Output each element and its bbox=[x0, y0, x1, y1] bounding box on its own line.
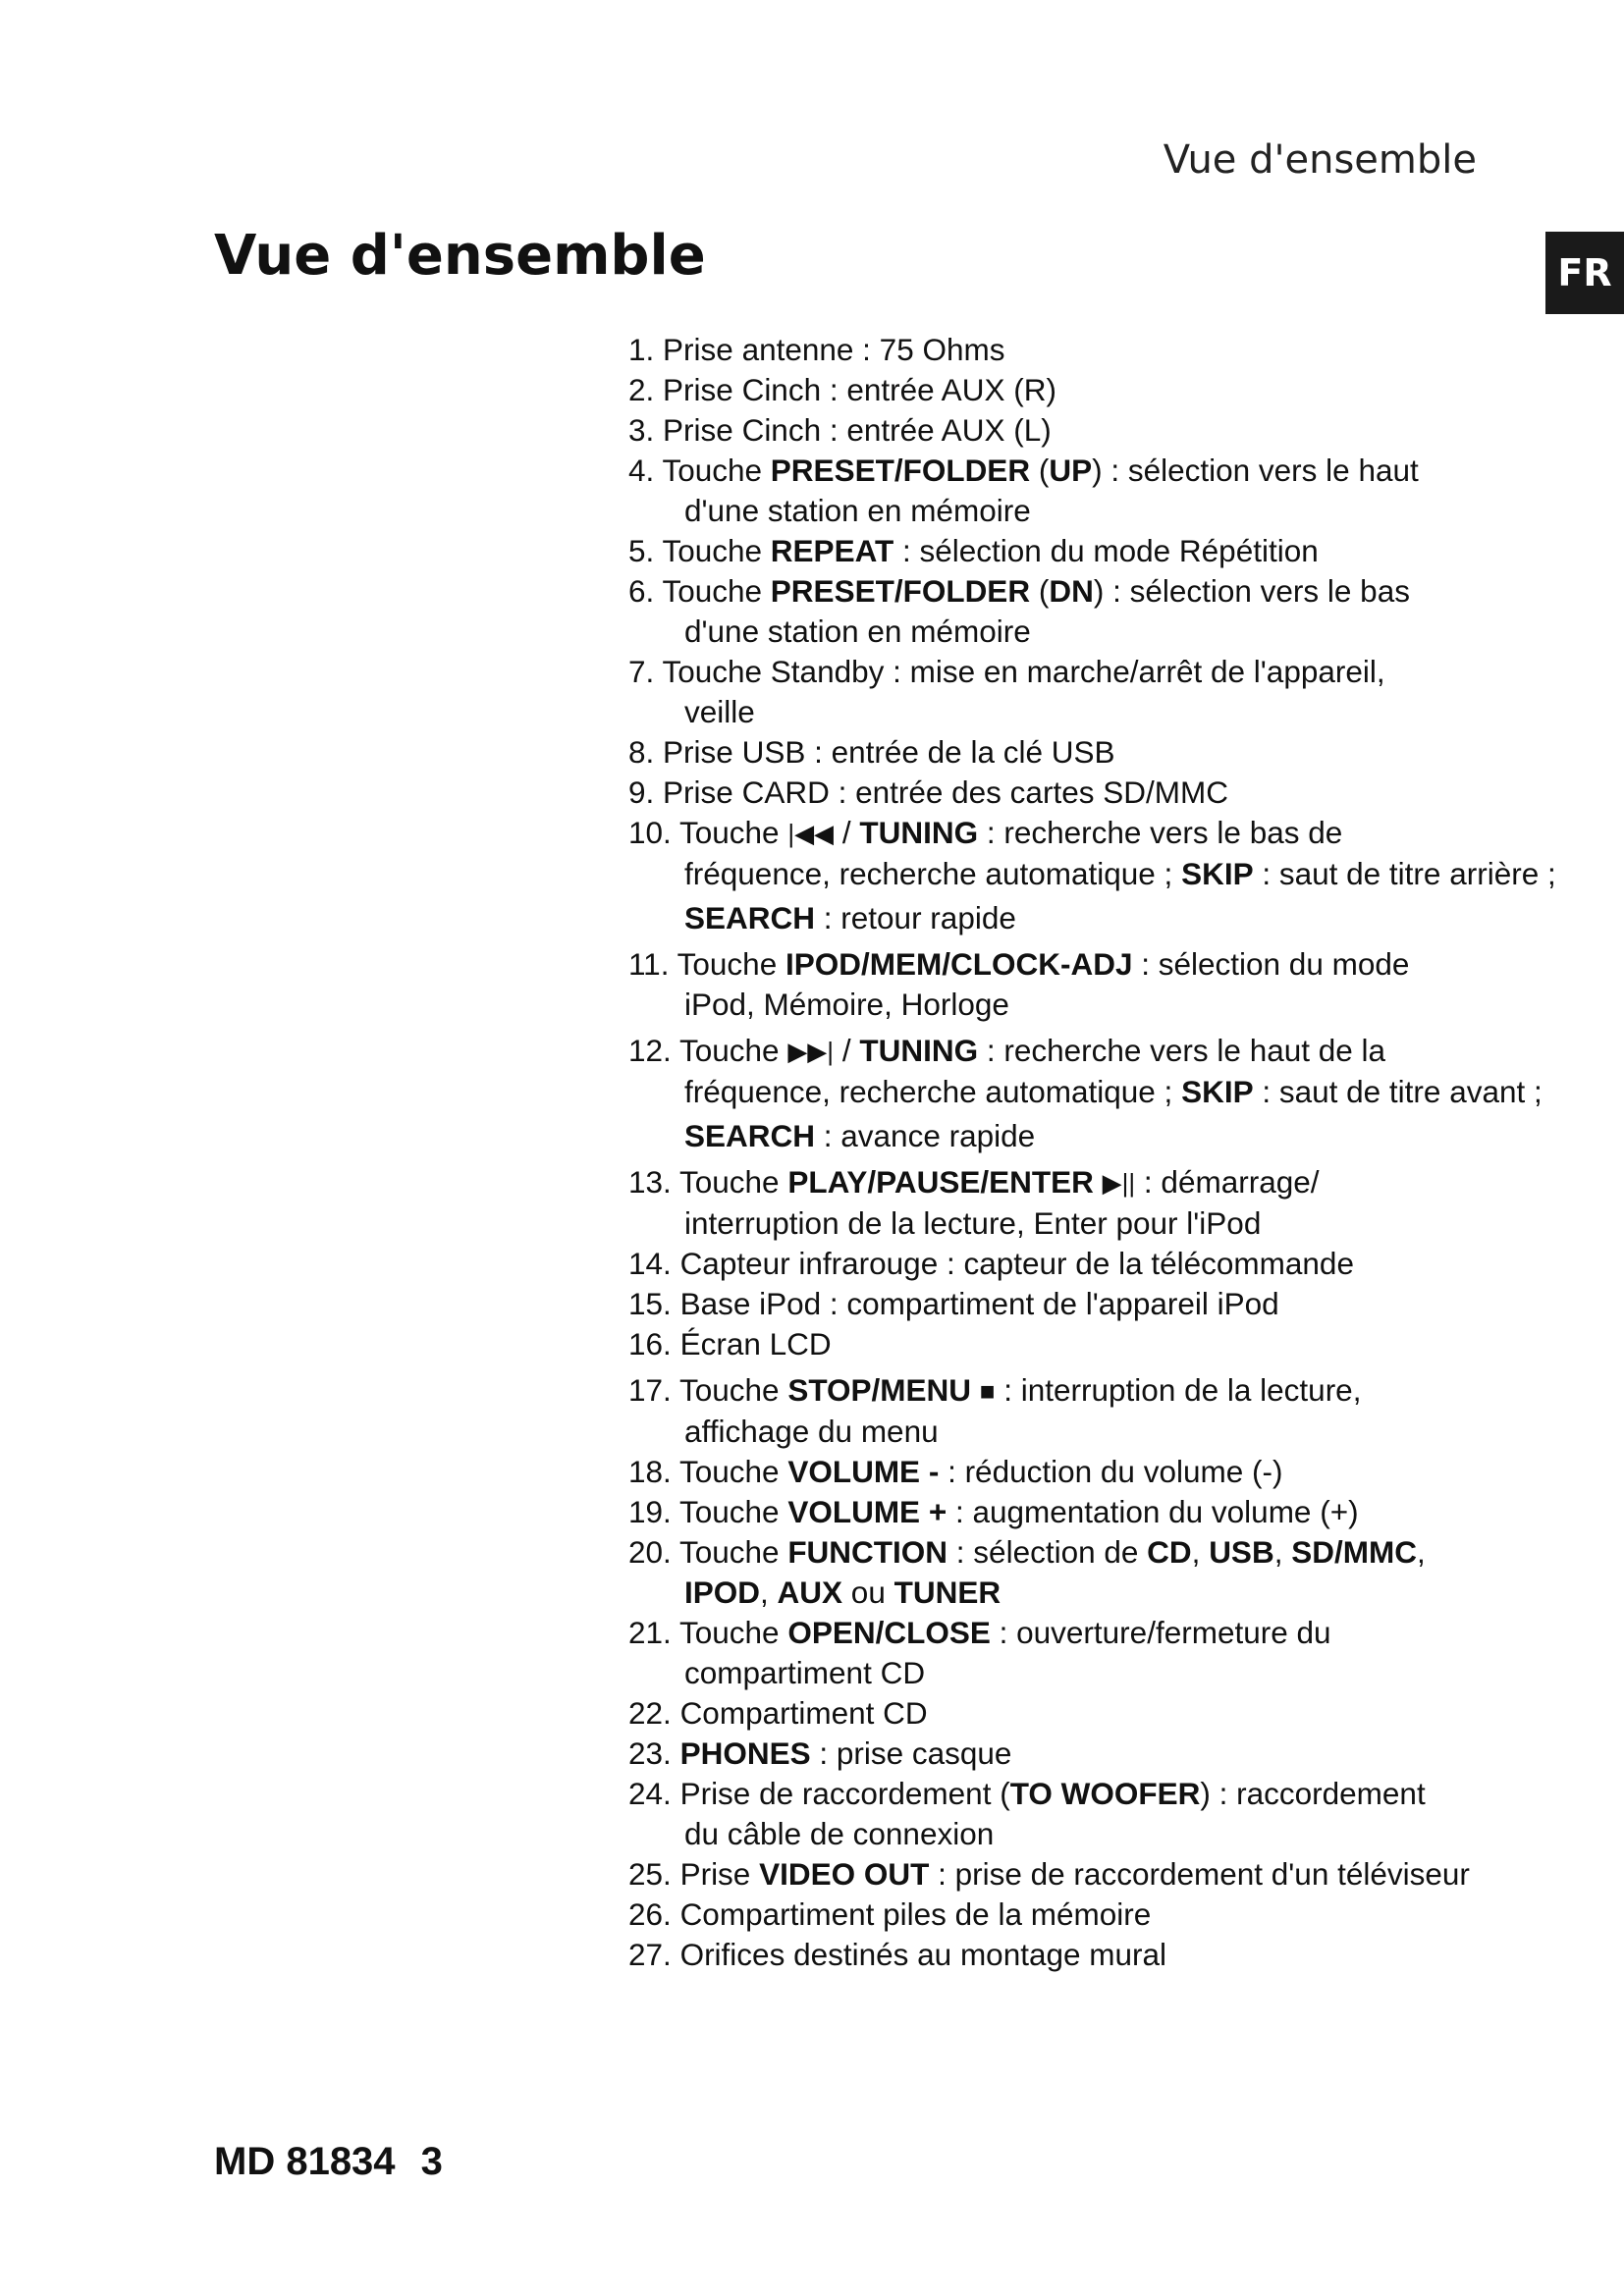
list-item-2: 2. Prise Cinch : entrée AUX (R) bbox=[628, 372, 1056, 407]
list-item-4: 4. Touche PRESET/FOLDER (UP) : sélection vers le haut d'une station en mémoire bbox=[628, 453, 1419, 528]
page-number: 3 bbox=[420, 2140, 443, 2183]
running-header: Vue d'ensemble bbox=[1163, 137, 1477, 183]
list-item-22: 22. Compartiment CD bbox=[628, 1695, 928, 1731]
language-tab: FR bbox=[1545, 232, 1624, 314]
skip-forward-icon: ▶▶| bbox=[787, 1037, 835, 1066]
stop-icon: ■ bbox=[979, 1376, 996, 1406]
list-item-17: 17. Touche STOP/MENU ■ : interruption de la lecture, affichage du menu bbox=[628, 1372, 1362, 1449]
list-item-23: 23. PHONES : prise casque bbox=[628, 1735, 1012, 1771]
list-item-14: 14. Capteur infrarouge : capteur de la télécommande bbox=[628, 1246, 1354, 1281]
list-item-11: 11. Touche IPOD/MEM/CLOCK-ADJ : sélection du mode iPod, Mémoire, Horloge bbox=[628, 946, 1410, 1022]
list-item-25: 25. Prise VIDEO OUT : prise de raccordement d'un téléviseur bbox=[628, 1856, 1470, 1892]
list-item-6: 6. Touche PRESET/FOLDER (DN) : sélection vers le bas d'une station en mémoire bbox=[628, 573, 1410, 649]
page-footer bbox=[214, 2140, 443, 2184]
play-pause-icon: ▶|| bbox=[1102, 1168, 1136, 1198]
list-item-24: 24. Prise de raccordement (TO WOOFER) : raccordement du câble de connexion bbox=[628, 1776, 1426, 1851]
list-item-15: 15. Base iPod : compartiment de l'appareil iPod bbox=[628, 1286, 1279, 1321]
list-item-20: 20. Touche FUNCTION : sélection de CD, USB, SD/MMC, IPOD, AUX ou TUNER bbox=[628, 1534, 1426, 1610]
list-item-13: 13. Touche PLAY/PAUSE/ENTER ▶|| : démarrage/ interruption de la lecture, Enter pour l'iPod bbox=[628, 1164, 1320, 1241]
list-item-5: 5. Touche REPEAT : sélection du mode Répétition bbox=[628, 533, 1319, 568]
list-item-27: 27. Orifices destinés au montage mural bbox=[628, 1937, 1167, 1972]
list-item-9: 9. Prise CARD : entrée des cartes SD/MMC bbox=[628, 774, 1228, 810]
list-item-19: 19. Touche VOLUME + : augmentation du volume (+) bbox=[628, 1494, 1359, 1529]
model-number: MD 81834 bbox=[214, 2140, 396, 2183]
list-item-21: 21. Touche OPEN/CLOSE : ouverture/fermeture du compartiment CD bbox=[628, 1615, 1331, 1690]
list-item-12: 12. Touche ▶▶| / TUNING : recherche vers le haut de la fréquence, recherche automatique ; SKIP : saut de titre avant ; SEARCH : avance rapide bbox=[628, 1033, 1543, 1153]
skip-back-icon: |◀◀ bbox=[787, 819, 835, 848]
list-item-10: 10. Touche |◀◀ / TUNING : recherche vers le bas de fréquence, recherche automatique ; SKIP : saut de titre arrière ; SEARCH : retour rapide bbox=[628, 815, 1556, 935]
list-item-3: 3. Prise Cinch : entrée AUX (L) bbox=[628, 412, 1052, 448]
list-item-16: 16. Écran LCD bbox=[628, 1326, 832, 1362]
overview-list bbox=[628, 330, 1586, 1975]
list-item-26: 26. Compartiment piles de la mémoire bbox=[628, 1896, 1152, 1932]
list-item-8: 8. Prise USB : entrée de la clé USB bbox=[628, 734, 1115, 770]
list-item-1: 1. Prise antenne : 75 Ohms bbox=[628, 332, 1005, 367]
page-title: Vue d'ensemble bbox=[214, 224, 706, 288]
list-item-18: 18. Touche VOLUME - : réduction du volume (-) bbox=[628, 1454, 1283, 1489]
list-item-7: 7. Touche Standby : mise en marche/arrêt de l'appareil, veille bbox=[628, 654, 1385, 729]
